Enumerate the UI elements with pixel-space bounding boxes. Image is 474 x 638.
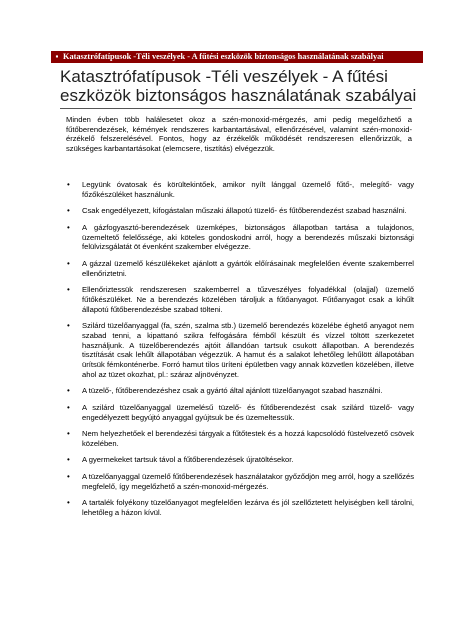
bullet-icon: • xyxy=(67,285,70,295)
list-item: • A gyermekeket tartsuk távol a fűtőberendezések újratöltésekor. xyxy=(67,455,294,465)
safety-rules-list xyxy=(64,180,414,525)
banner-bullet-icon: ▪ xyxy=(55,52,59,61)
page-title: Katasztrófatípusok -Téli veszélyek - A fűtési eszközök biztonságos használatának szabályai xyxy=(60,67,417,105)
list-item: • A tartalék folyékony tüzelőanyagot megfelelően lezárva és jól szellőztetett helyiségben kell tárolni, lehetőleg a házon kívül. xyxy=(67,498,414,518)
intro-paragraph: Minden évben több halálesetet okoz a szén-monoxid-mérgezés, ami pedig megelőzhető a fűtőberendezések, kémények rendszeres karbantartásával, ellenőrzésével, valamint szén-monoxid-érzékelő felszerelésével. Fontos, hogy az érzékelők működését rendszeresen ellenőrizzük, a szükséges karbantartásokat (elemcsere, tisztítás) elvégezzük. xyxy=(66,115,412,154)
document-header-banner xyxy=(51,51,423,63)
bullet-icon: • xyxy=(67,206,70,216)
list-item: • Nem helyezhetőek el berendezési tárgyak a fűtőtestek és a hozzá kapcsolódó füstelvezető csövek közelében. xyxy=(67,429,414,448)
bullet-icon: • xyxy=(67,386,70,396)
bullet-icon: • xyxy=(67,180,70,189)
bullet-icon: • xyxy=(67,498,70,508)
list-item: • Csak engedélyezett, kifogástalan műszaki állapotú tüzelő- és fűtőberendezést szabad használni. xyxy=(67,206,407,216)
list-item: • A szilárd tüzelőanyaggal üzemelésű tüzelő- és fűtőberendezést csak szilárd tüzelő- vagy engedélyezett begyújtó anyaggal gyújtsuk be és üzemeltessük. xyxy=(67,402,414,422)
title-divider xyxy=(60,108,412,109)
list-item: • A tüzelőanyaggal üzemelő fűtőberendezések használatakor győződjön meg arról, hogy a szellőzés megfelelő, így megelőzhető a szén-monoxid-mérgezés. xyxy=(67,472,414,491)
bullet-icon: • xyxy=(67,258,70,268)
list-item: • Legyünk óvatosak és körültekintőek, amikor nyílt lánggal üzemelő fűtő-, melegítő- vagy főzőkészüléket használunk. xyxy=(67,180,414,199)
bullet-icon: • xyxy=(67,429,70,439)
list-item: • A tüzelő-, fűtőberendezéshez csak a gyártó által ajánlott tüzelőanyagot szabad használni. xyxy=(67,386,383,396)
list-item: • Ellenőriztessük rendszeresen szakemberrel a tűzveszélyes folyadékkal (olajjal) üzemelő fűtőkészüléket. Ne a berendezés közelében tároljuk a fűtőanyagot. Fűtőanyagot csak a kihűlt állapotú fűtőberendezésbe szabad tölteni. xyxy=(67,285,414,314)
list-item: • Szilárd tüzelőanyaggal (fa, szén, szalma stb.) üzemelő berendezés közelébe éghető anyagot nem szabad tenni, a kipattanó szikra felfogására fémből készült és vízzel töltött szerkezetet használjunk. A tüzelőberendezés ajtóit állandóan tartsuk csukott állapotban. A berendezés tisztítását csak lehűlt állapotában végezzük. A hamut és a salakot lehetőleg lehűlött állapotában ürítsük fémkonténerbe. Forró hamut tilos üríteni épületben vagy annak közvetlen közelében, illetve ahol az tüzet okozhat, pl.: száraz aljnövényzet. xyxy=(67,321,414,379)
bullet-icon: • xyxy=(67,402,70,412)
bullet-icon: • xyxy=(67,321,70,331)
bullet-icon: • xyxy=(67,455,70,465)
bullet-icon: • xyxy=(67,222,70,232)
bullet-icon: • xyxy=(67,472,70,482)
list-item: • A gázfogyasztó-berendezések üzemképes, biztonságos állapotban tartása a tulajdonos, üzemeltető felelőssége, aki köteles gondoskodni arról, hogy a berendezés műszaki biztonsági felülvizsgálatát öt évenként szakember elvégezze. xyxy=(67,222,414,252)
list-item: • A gázzal üzemelő készülékeket ajánlott a gyártók előírásainak megfelelően évente szakemberrel ellenőriztetni. xyxy=(67,258,414,278)
banner-text: Katasztrófatípusok -Téli veszélyek - A fűtési eszközök biztonságos használatának szabályai xyxy=(63,52,384,61)
